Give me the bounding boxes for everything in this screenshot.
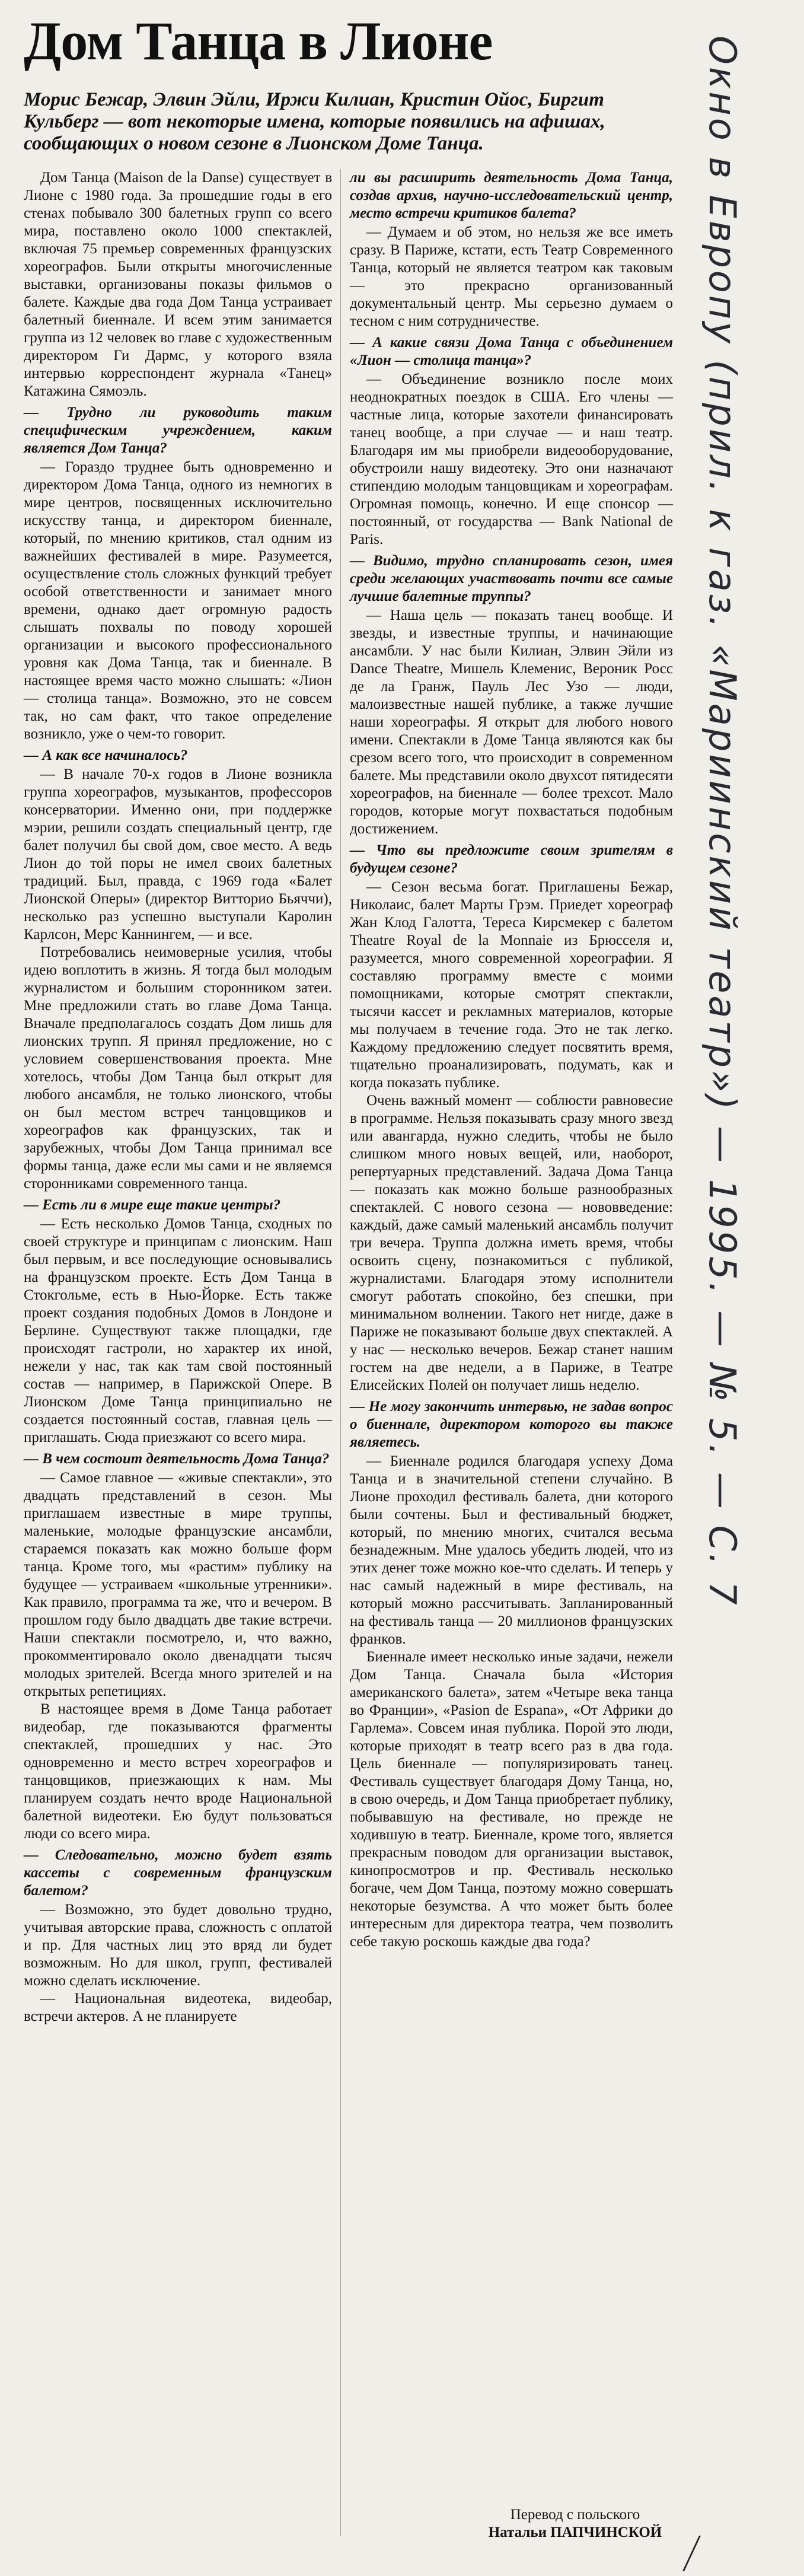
interview-question: — В чем состоит деятельность Дома Танца? — [24, 1450, 332, 1468]
paragraph: — Биеннале родился благодаря успеху Дома Танца и в значительной степени случайно. В Лионе проходил фестиваль балета, дни которого были сочтены. Был и фестивальный бюджет, который, по мнению многих, считался весьма безнадежным. Мне удалось убедить людей, что из этих денег тоже можно кое-что сделать. И теперь у нас самый надежный в мире фестиваль, на который можно рассчитывать. Запланированный на фестиваль танца — 20 миллионов французских франков. — [350, 1453, 673, 1648]
interview-question: — Видимо, трудно спланировать сезон, имея среди желающих участвовать почти все самые лучшие балетные труппы? — [350, 552, 673, 606]
paragraph: — Возможно, это будет довольно трудно, учитывая авторские права, сложность с оплатой и пр. Для частных лиц это вряд ли будет возможным. Но для школ, групп, фестивалей можно сделать исключение. — [24, 1901, 332, 1990]
interview-question: — А какие связи Дома Танца с объединением «Лион — столица танца»? — [350, 334, 673, 370]
paragraph: — Объединение возникло после моих неоднократных поездок в США. Его члены — частные лица, которые захотели финансировать танец вообще, а при случае — и наш театр. Благодаря им мы приобрели видеооборудование, обустроили нашу видеотеку. Это они назначают стипендию молодым танцовщикам и хореографам. Огромная помощь, конечно. И еще спонсор — постоянный, от государства — Bank National de Paris. — [350, 371, 673, 549]
paragraph: — Думаем и об этом, но нельзя же все иметь сразу. В Париже, кстати, есть Театр Современного Танца, который не является театром как таковым — это прекрасно организованный документальный центр. Мы серьезно думаем о тесном с ним сотрудничестве. — [350, 224, 673, 330]
interview-question: — Следовательно, можно будет взять кассеты с современным французским балетом? — [24, 1846, 332, 1900]
paragraph: — В начале 70-х годов в Лионе возникла группа хореографов, музыкантов, профессоров консерватории. Именно они, при поддержке мэрии, решили создать специальный центр, где балет получил бы свой дом, свое место. А ведь Лион до той поры не имел своих балетных традиций. Был, правда, с 1969 года «Балет Лионской Оперы» (директор Витторио Бьяччи), несколько раз успешно выступали Каролин Карлсон, Мерс Каннингем, — и все. — [24, 766, 332, 944]
interview-question: — Не могу закончить интервью, не задав вопрос о биеннале, директором которого вы также являетесь. — [350, 1398, 673, 1451]
handwritten-mark — [682, 2536, 725, 2571]
paragraph: Биеннале имеет несколько иные задачи, нежели Дом Танца. Сначала была «История американского балета», затем «Четыре века танца во Франции», «Pasion de Espana», «От Африки до Гарлема». Совсем иная публика. Порой это люди, которые приходят в театр всего раз в два года. Цель биеннале — популяризировать танец. Фестиваль существует благодаря Дому Танца, но, в свою очередь, и Дом Танца приобретает публику, побывавшую на фестивале, но прежде не ходившую в театр. Биеннале, кроме того, является прекрасным поводом для организации выставок, кинопросмотров и пр. Фестиваль несколько богаче, чем Дом Танца, поэтому можно совершать некоторые безумства. А что может быть более интересным для директора театра, чем позволить себе такую роскошь каждые два года? — [350, 1649, 673, 1950]
paragraph: Дом Танца (Maison de la Danse) существует в Лионе с 1980 года. За прошедшие годы в его стенах побывало 300 балетных групп со всего мира, поставлено около 1000 спектаклей, включая 75 премьер современных французских хореографов. Были открыты многочисленные выставки, организованы показы фильмов о балете. Каждые два года Дом Танца устраивает балетный биеннале. И всем этим занимается группа из 12 человек во главе с художественным директором Ги Дармс, у которого взяла интервью корреспондент журнала «Танец» Катажина Сямоэль. — [24, 170, 332, 399]
article-column-right — [350, 169, 673, 1951]
paragraph: — Сезон весьма богат. Приглашены Бежар, Николаис, балет Марты Грэм. Приедет хореограф Жан Клод Галотта, Тереса Кирсмекер с балетом Theatre Royal de la Monnaie из Брюсселя и, разумеется, много современной хореографии. Я составляю программу вместе с моими помощниками, которые смотрят спектакли, тысячи кассет и рекламных материалов, которые мы получаем в течение года. Это не так легко. Каждому предложению следует посвятить время, тщательно проанализировать, подумать, как и когда показать публике. — [350, 878, 673, 1092]
paragraph: В настоящее время в Доме Танца работает видеобар, где показываются фрагменты спектаклей, прошедших у нас. Это одновременно и место встреч хореографов и танцовщиков, приезжающих к нам. Мы планируем создать нечто вроде Национальной балетной видеотеки. Ею будут пользоваться люди со всего мира. — [24, 1701, 332, 1842]
paragraph: — Гораздо труднее быть одновременно и директором Дома Танца, одного из немногих в мире центров, посвященных исключительно искусству танца, и директором биеннале, который, по мнению критиков, стал одним из важнейших фестивалей в мире. Разумеется, осуществление столь сложных функций требует особой ответственности и занимает много времени, однако дает огромную радость слышать похвалы по поводу хорошей организации и высокого профессионального уровня как Дома Танца, так и биеннале. В настоящее время часто можно слышать: «Лион — столица танца». Возможно, это не совсем так, но сам факт, что такое определение возникло, уже о чем-то говорит. — [24, 458, 332, 743]
interview-question: — А как все начиналось? — [24, 747, 332, 765]
credit-line: Перевод с польского — [510, 2507, 640, 2523]
paragraph: — Национальная видеотека, видеобар, встречи актеров. А не планируете — [24, 1991, 332, 2024]
interview-question: — Есть ли в мире еще такие центры? — [24, 1196, 332, 1214]
column-divider — [340, 169, 341, 2536]
paragraph: Потребовались неимоверные усилия, чтобы идею воплотить в жизнь. Я тогда был молодым журналистом и большим сторонником затеи. Мне предложили стать во главе Дома Танца. Вначале предполагалось создать Дом лишь для лионских трупп. Я принял предложение, но с условием совершенствования проекта. Мне хотелось, чтобы Дом Танца был открыт для любого ансамбля, не только лионского, чтобы он был местом встреч танцовщиков и хореографов как французских, так и зарубежных, чтобы Дом Танца принимал все формы танца, даже если мы сами и не являемся сторонниками современного танца. — [24, 944, 332, 1192]
paragraph: — Самое главное — «живые спектакли», это двадцать представлений в сезон. Мы приглашаем известные в мире труппы, маленькие, молодые французские ансамбли, стараемся показать как можно больше форм танца. Кроме того, мы «растим» публику на будущее — устраиваем «школьные утренники». Как правило, программа та же, что и вечером. В прошлом году было двадцать две такие встречи. Наши спектакли посмотрело, и, что важно, прокомментировало около двенадцати тысяч молодых зрителей. Всегда много зрителей и на открытых репетициях. — [24, 1469, 332, 1701]
article-lead: Морис Бежар, Элвин Эйли, Иржи Килиан, Кристин Ойос, Биргит Кульберг — вот некоторые имена, которые появились на афишах, сообщающих о новом сезоне в Лионском Доме Танца. — [24, 89, 605, 154]
translator-name: Натальи ПАПЧИНСКОЙ — [488, 2524, 662, 2540]
paragraph: Очень важный момент — соблюсти равновесие в программе. Нельзя показывать сразу много звезд или авангарда, нужно следить, чтобы не было слишком много новых вещей, или, наоборот, репертуарных представлений. Задача Дома Танца — показать как можно больше разнообразных спектаклей. С нового сезона — нововведение: каждый, даже самый маленький ансамбль получит три вечера. Труппа должна иметь время, чтобы освоить сцену, познакомиться с публикой, журналистами. Благодаря этому исполнители смогут работать спокойно, без спешки, при минимальном волнении. Такого нет нигде, даже в Париже не показывают больше двух спектаклей. А у нас — несколько вечеров. Бежар станет нашим гостем на две недели, а в Париже, в Театре Елисейских Полей он получает лишь неделю. — [350, 1093, 673, 1393]
interview-question: — Что вы предложите своим зрителям в будущем сезоне? — [350, 842, 673, 877]
article-headline: Дом Танца в Лионе — [24, 11, 493, 71]
interview-question: — Трудно ли руководить таким специфическим учреждением, каким является Дом Танца? — [24, 404, 332, 457]
translator-credit — [486, 2506, 664, 2542]
paragraph: — Есть несколько Домов Танца, сходных по своей структуре и принципам с лионским. Наш был первым, и все последующие основывались на французском проекте. Есть Дом Танца в Стокгольме, есть в Нью-Йорке. Есть также проект создания подобных Домов в Лондоне и Берлине. Существуют также площадки, где происходят гастроли, но характер их иной, нежели у нас, так как там свой постоянный состав — например, в Парижской Опере. В Лионском Доме Танца принципиально не создается постоянный состав, главная цель — приглашать. Сюда приезжают со всего мира. — [24, 1215, 332, 1447]
paragraph: — Наша цель — показать танец вообще. И звезды, и известные труппы, и начинающие ансамбли. У нас были Килиан, Элвин Эйли из Dance Theatre, Мишель Клеменис, Вероник Росс де ла Гранж, Пауль Лес Узо — люди, малоизвестные нашей публике, а также лучшие наши хореографы. Я открыт для любого нового имени. Спектакли в Доме Танца являются как бы срезом всего того, что происходит в современном балете. Мы представили около двухсот пятидесяти хореографов, на биеннале — более трехсот. Мало городов, которые могут похвастаться подобным достижением. — [350, 607, 673, 838]
interview-question: ли вы расширить деятельность Дома Танца, создав архив, научно-исследовательский центр, место встречи критиков балета? — [350, 170, 673, 221]
article-column-left — [24, 169, 332, 2026]
handwritten-source-note: Окно в Европу (прил. к газ. «Мариинский театр») — 1995. — № 5. — С. 7 — [701, 36, 744, 1607]
